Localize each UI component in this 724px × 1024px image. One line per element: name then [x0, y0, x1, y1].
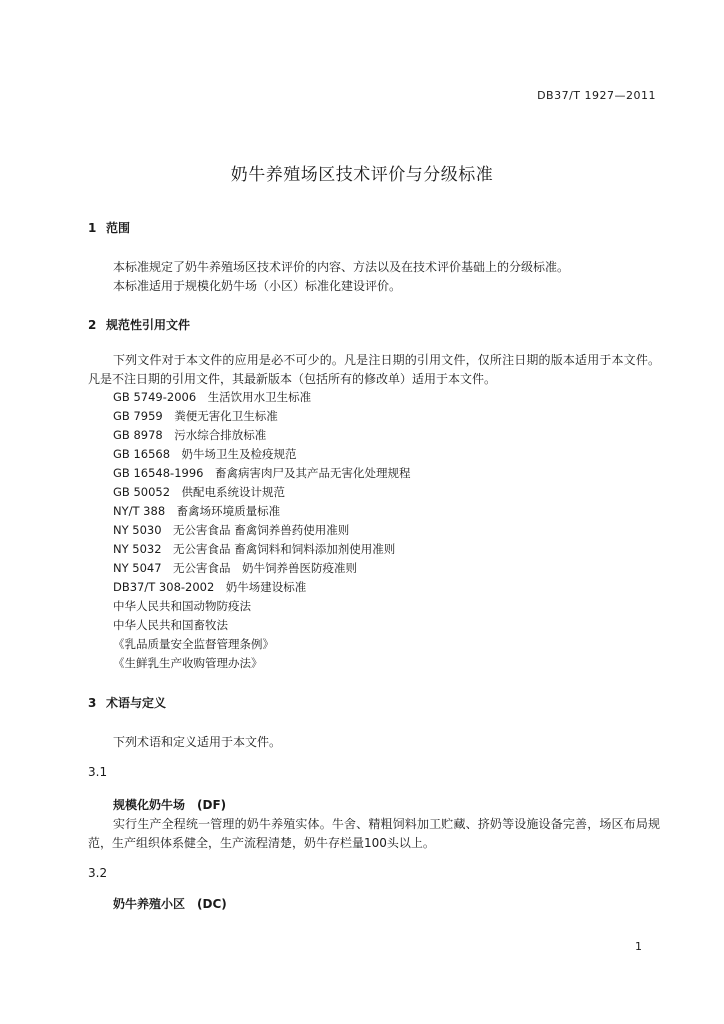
- references-intro: 下列文件对于本文件的应用是必不可少的。凡是注日期的引用文件，仅所注日期的版本适用于本文件。凡是不注日期的引用文件，其最新版本（包括所有的修改单）适用于本文件。: [88, 353, 660, 386]
- list-item: GB 16548-1996 畜禽病害肉尸及其产品无害化处理规程: [113, 466, 411, 480]
- page-title: 奶牛养殖场区技术评价与分级标准: [230, 165, 494, 185]
- list-item: GB 5749-2006 生活饮用水卫生标准: [113, 390, 312, 404]
- section-title: 范围: [106, 221, 131, 235]
- section-1-heading: [88, 219, 130, 236]
- scope-paragraph-1: 本标准规定了奶牛养殖场区技术评价的内容、方法以及在技术评价基础上的分级标准。: [113, 260, 570, 274]
- list-item: NY/T 388 畜禽场环境质量标准: [113, 504, 281, 518]
- term-3-1-number: 3.1: [88, 765, 108, 779]
- list-item: GB 7959 粪便无害化卫生标准: [113, 409, 278, 423]
- list-item: DB37/T 308-2002 奶牛场建设标准: [113, 580, 307, 594]
- section-number: 1: [88, 221, 97, 235]
- list-item: 《生鲜乳生产收购管理办法》: [113, 656, 263, 670]
- page-number: 1: [635, 940, 642, 953]
- scope-paragraph-2: 本标准适用于规模化奶牛场（小区）标准化建设评价。: [113, 279, 402, 293]
- terms-intro: 下列术语和定义适用于本文件。: [113, 735, 282, 749]
- standard-code: DB37/T 1927—2011: [537, 89, 656, 102]
- list-item: NY 5047 无公害食品 奶牛饲养兽医防疫准则: [113, 561, 358, 575]
- list-item: 中华人民共和国畜牧法: [113, 618, 228, 632]
- list-item: NY 5030 无公害食品 畜禽饲养兽药使用准则: [113, 523, 350, 537]
- section-number: 2: [88, 318, 97, 332]
- list-item: GB 16568 奶牛场卫生及检疫规范: [113, 447, 297, 461]
- section-number: 3: [88, 696, 97, 710]
- list-item: 中华人民共和国动物防疫法: [113, 599, 251, 613]
- term-3-1-title: 规模化奶牛场 (DF): [113, 798, 227, 812]
- term-3-1-definition: 实行生产全程统一管理的奶牛养殖实体。牛舍、精粗饲料加工贮藏、挤奶等设施设备完善，场区布局规范，生产组织体系健全，生产流程清楚，奶牛存栏量100头以上。: [88, 817, 660, 850]
- section-3-heading: [88, 694, 166, 711]
- section-title: 规范性引用文件: [106, 318, 191, 332]
- term-3-2-title: 奶牛养殖小区 (DC): [113, 897, 227, 911]
- list-item: GB 50052 供配电系统设计规范: [113, 485, 286, 499]
- list-item: NY 5032 无公害食品 畜禽饲料和饲料添加剂使用准则: [113, 542, 396, 556]
- section-2-heading: [88, 316, 190, 333]
- term-3-2-number: 3.2: [88, 866, 108, 880]
- list-item: 《乳品质量安全监督管理条例》: [113, 637, 274, 651]
- list-item: GB 8978 污水综合排放标准: [113, 428, 267, 442]
- reference-list: [113, 388, 410, 673]
- section-title: 术语与定义: [106, 696, 167, 710]
